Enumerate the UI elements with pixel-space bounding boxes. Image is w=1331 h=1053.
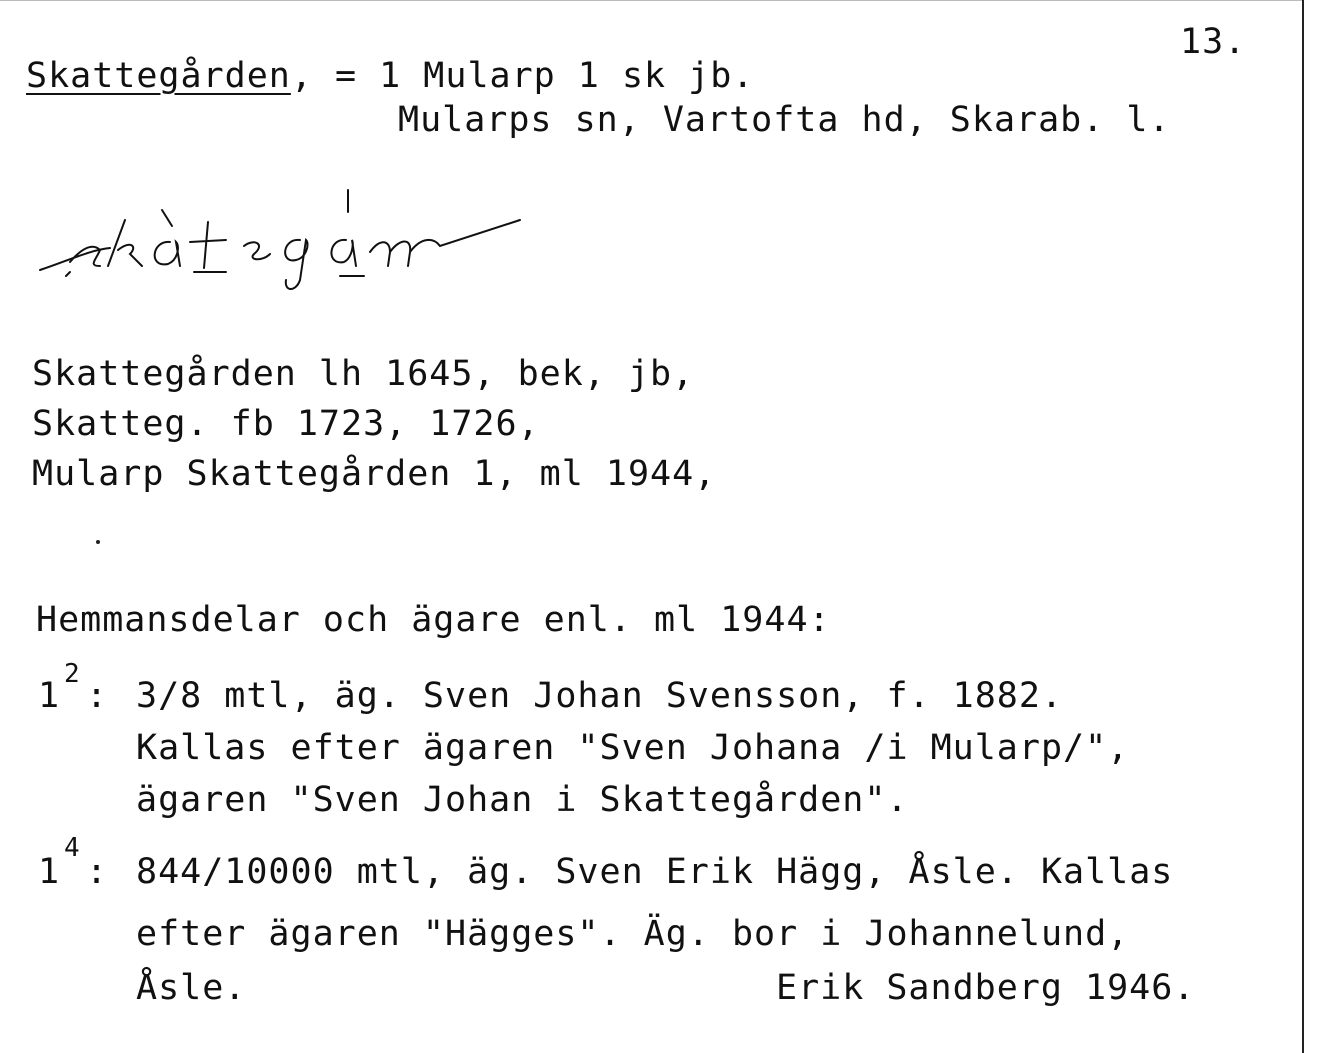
handwritten-pronunciation: [30, 180, 590, 300]
entry-1-line-3: ägaren "Sven Johan i Skattegården".: [136, 780, 909, 820]
source-line-2: Skatteg. fb 1723, 1726,: [32, 404, 540, 444]
entry-2-colon: :: [86, 852, 109, 892]
source-line-1: Skattegården lh 1645, bek, jb,: [32, 354, 695, 394]
stray-mark: [96, 540, 100, 544]
entry-2-sup: 4: [64, 833, 80, 863]
entry-2-line-2: efter ägaren "Hägges". Äg. bor i Johannelund,: [136, 914, 1130, 954]
entry-2-number: 1: [38, 852, 61, 892]
entry-1-number: 1: [38, 676, 61, 716]
entry-2-line-3: Åsle.: [136, 968, 247, 1008]
card-number: 13.: [1180, 22, 1247, 62]
heading-line: [26, 56, 754, 96]
entry-1-line-1: 3/8 mtl, äg. Sven Johan Svensson, f. 1882.: [136, 676, 1064, 716]
card-right-edge: [1302, 0, 1304, 1053]
entry-1-colon: :: [86, 676, 109, 716]
heading-rest: , = 1 Mularp 1 sk jb.: [290, 56, 755, 96]
source-line-3: Mularp Skattegården 1, ml 1944,: [32, 454, 717, 494]
section-title: Hemmansdelar och ägare enl. ml 1944:: [36, 600, 831, 640]
entry-2-line-1: 844/10000 mtl, äg. Sven Erik Hägg, Åsle. Kallas: [136, 852, 1174, 892]
entry-1-line-2: Kallas efter ägaren "Sven Johana /i Mularp/",: [136, 728, 1130, 768]
location: Mularps sn, Vartofta hd, Skarab. l.: [398, 100, 1171, 140]
entry-1-sup: 2: [64, 659, 80, 689]
signature: Erik Sandberg 1946.: [776, 968, 1196, 1008]
card-top-edge: [0, 0, 1304, 1]
place-name: Skattegården: [26, 56, 291, 96]
